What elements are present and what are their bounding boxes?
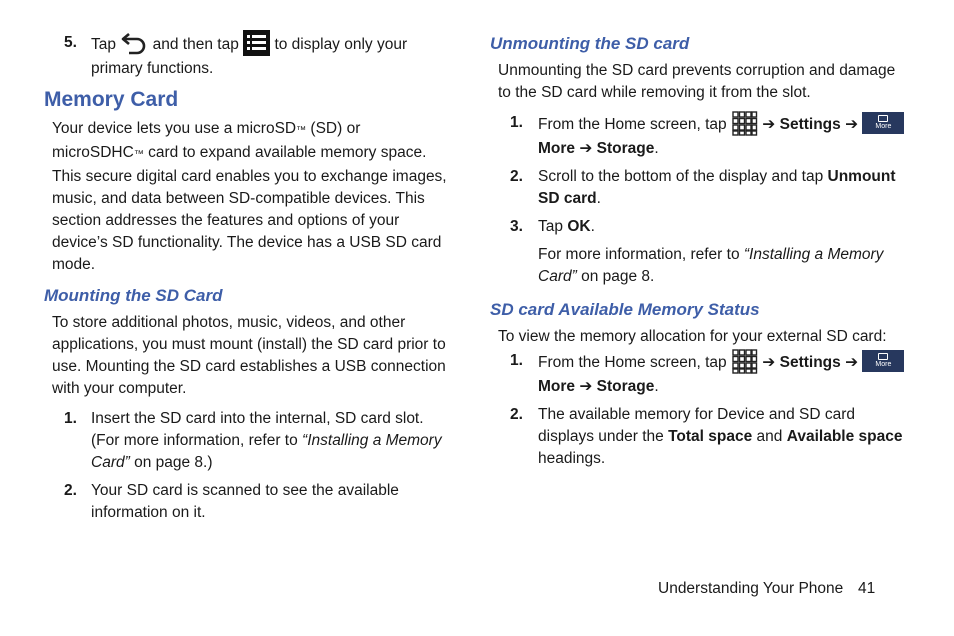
memory-card-heading: Memory Card (44, 88, 179, 111)
unmounting-step-3: 3. Tap OK. (510, 218, 595, 235)
apps-grid-icon (731, 110, 758, 136)
available-memory-heading: SD card Available Memory Status (490, 300, 760, 319)
more-icon: More (862, 350, 904, 372)
memory-card-intro: Your device lets you use a microSD™ (SD) or microSDHC™ card to expand available memory space. This secure digital card enables you to exchange images, music, and data between SD-compatible devices. This section addresses the features and options of your device’s SD functionality. The device has a USB SD card mode. (52, 120, 447, 273)
unmounting-step-2: 2. Scroll to the bottom of the display and tap Unmount SD card. (510, 168, 896, 207)
settings-label: Settings (779, 354, 841, 372)
unmounting-paragraph: Unmounting the SD card prevents corruption and damage to the SD card while removing it from the slot. (498, 62, 896, 101)
unmounting-note: For more information, refer to “Installing a Memory Card” on page 8. (538, 246, 884, 285)
available-step-1: 1. From the Home screen, tap ➔ Settings ➔ More More ➔ Storage. (490, 350, 910, 398)
mounting-step-2: 2. Your SD card is scanned to see the available information on it. (64, 482, 399, 521)
more-icon: More (862, 112, 904, 134)
cross-reference: “Installing a Memory Card” (91, 432, 442, 471)
back-icon (120, 30, 148, 56)
cross-reference: “Installing a Memory Card” (538, 246, 884, 285)
mounting-paragraph: To store additional photos, music, videos, and other applications, you must mount (install) the SD card prior to use. Mounting the SD card establishes a USB connection with your computer. (52, 314, 446, 397)
mounting-heading: Mounting the SD Card (44, 286, 223, 305)
unmounting-heading: Unmounting the SD card (490, 34, 690, 53)
step-number: 5. (64, 34, 77, 51)
available-step-2: 2. The available memory for Device and SD card displays under the Total space and Available space headings. (510, 406, 903, 467)
page-number: 41 (858, 580, 876, 597)
right-column (490, 32, 910, 472)
page-footer (658, 578, 878, 600)
footer-section-title: Understanding Your Phone (658, 580, 844, 597)
menu-icon (243, 30, 270, 56)
settings-label: Settings (779, 116, 841, 134)
unmounting-step-1: 1. From the Home screen, tap ➔ Settings ➔ More More ➔ Storage. (490, 112, 910, 160)
mounting-step-1: 1. Insert the SD card into the internal, SD card slot. (For more information, refer to “Installing a Memory Card” on page 8.) (64, 410, 442, 471)
available-memory-paragraph: To view the memory allocation for your external SD card: (498, 328, 887, 345)
apps-grid-icon (731, 348, 758, 374)
step-5-intro: 5. Tap and then tap to display only your primary functions. (44, 32, 456, 80)
left-column (44, 32, 456, 526)
